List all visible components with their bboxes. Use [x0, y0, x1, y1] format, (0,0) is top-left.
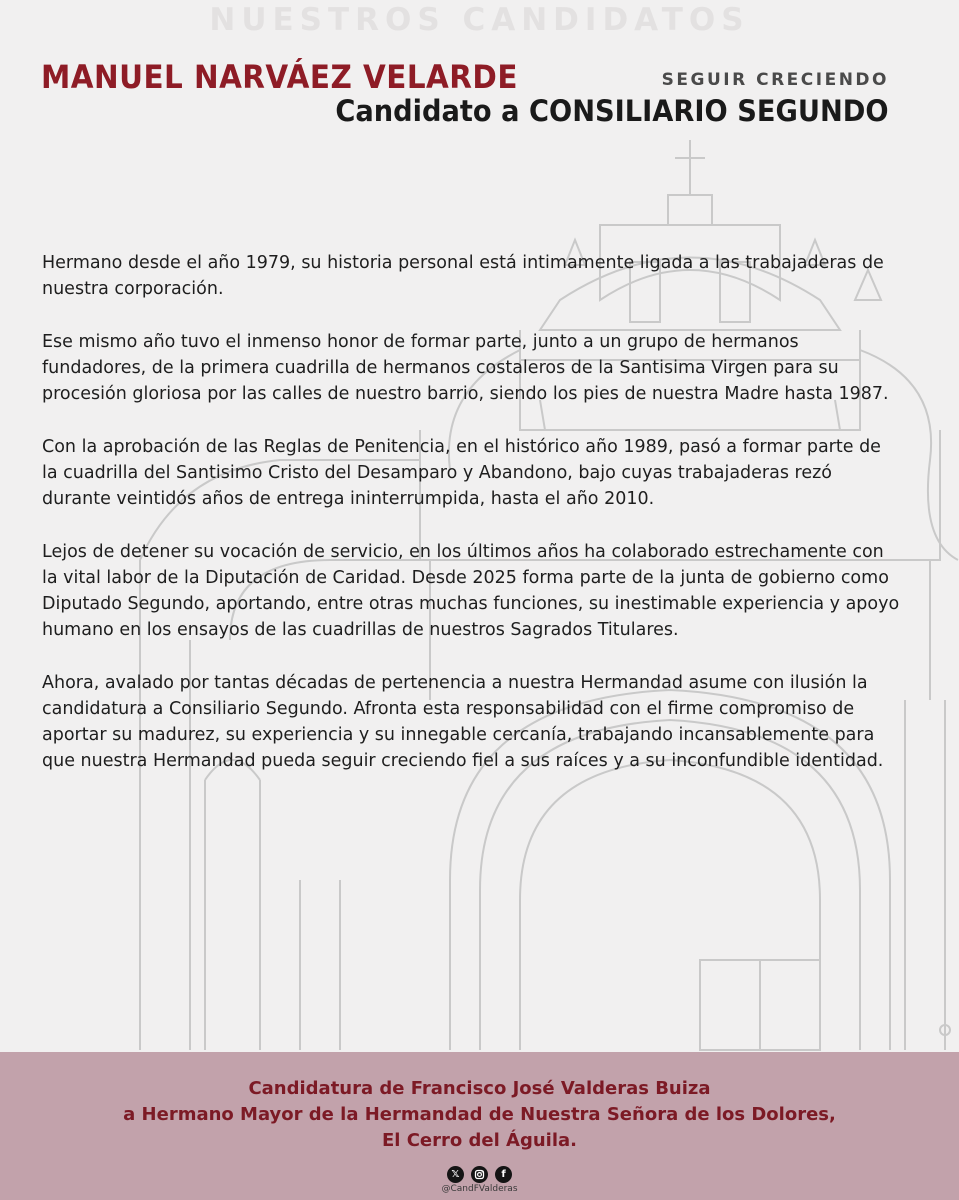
footer-text	[0, 1076, 959, 1154]
footer-line-3: El Cerro del Águila.	[381, 1130, 578, 1151]
header-watermark: NUESTROS CANDIDATOS	[209, 2, 750, 38]
x-icon[interactable]: 𝕏	[447, 1166, 464, 1183]
footer-line-2: a Hermano Mayor de la Hermandad de Nuestra Señora de los Dolores,	[123, 1104, 836, 1125]
campaign-slogan: SEGUIR CRECIENDO	[661, 70, 889, 90]
biography	[42, 250, 902, 801]
bio-paragraph-3: Con la aprobación de las Reglas de Penitencia, en el histórico año 1989, pasó a formar parte de la cuadrilla del Santisimo Cristo del Desamparo y Abandono, bajo cuyas trabajaderas rezó durante veintidós años de entrega ininterrumpida, hasta el año 2010.	[42, 437, 881, 509]
candidate-name: MANUEL NARVÁEZ VELARDE	[41, 58, 518, 96]
bio-paragraph-1: Hermano desde el año 1979, su historia personal está intimamente ligada a las trabajaderas de nuestra corporación.	[42, 253, 884, 299]
bio-paragraph-4: Lejos de detener su vocación de servicio, en los últimos años ha colaborado estrechamente con la vital labor de la Diputación de Caridad. Desde 2025 forma parte de la junta de gobierno como Diputado Segundo, aportando, entre otras muchas funciones, su inestimable experiencia y apoyo humano en los ensayos de las cuadrillas de nuestros Sagrados Titulares.	[42, 542, 900, 640]
bio-paragraph-2: Ese mismo año tuvo el inmenso honor de formar parte, junto a un grupo de hermanos fundadores, de la primera cuadrilla de hermanos costaleros de la Santisima Virgen para su procesión gloriosa por las calles de nuestro barrio, siendo los pies de nuestra Madre hasta 1987.	[42, 332, 889, 404]
social-handle[interactable]: @CandFValderas	[441, 1184, 518, 1194]
facebook-icon[interactable]: f	[495, 1166, 512, 1183]
bio-paragraph-5: Ahora, avalado por tantas décadas de pertenencia a nuestra Hermandad asume con ilusión la candidatura a Consiliario Segundo. Afronta esta responsabilidad con el firme compromiso de aportar su madurez, su experiencia y su innegable cercanía, trabajando incansablemente para que nuestra Hermandad pueda seguir creciendo fiel a sus raíces y a su inconfundible identidad.	[42, 673, 884, 771]
candidate-role: Candidato a CONSILIARIO SEGUNDO	[335, 94, 889, 128]
social-icons	[0, 1164, 959, 1183]
footer-line-1: Candidatura de Francisco José Valderas Buiza	[248, 1078, 711, 1099]
instagram-icon[interactable]	[471, 1166, 488, 1183]
